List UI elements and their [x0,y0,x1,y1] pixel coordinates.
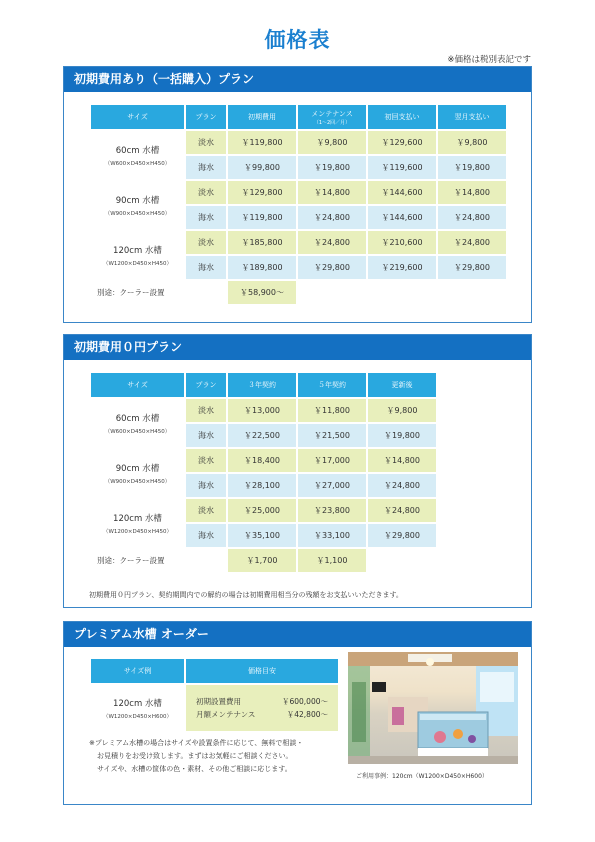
first-pay-cell: ￥210,600 [368,231,436,254]
header-monthly: 翌月支払い [438,105,506,129]
maintenance-cell: ￥24,800 [298,206,366,229]
plan-cell: 海水 [186,524,226,547]
3year-cell: ￥25,000 [228,499,296,522]
maintenance-cell: ￥29,800 [298,256,366,279]
table-row [91,499,436,522]
initial-value: ￥600,000～ [281,697,328,706]
page-title: 価格表 [264,28,331,52]
table-row [91,181,506,204]
5year-cell: ￥17,000 [298,449,366,472]
table-header-row [91,659,338,683]
plan-cell: 淡水 [186,131,226,154]
first-pay-cell: ￥129,600 [368,131,436,154]
monthly-cell: ￥9,800 [438,131,506,154]
empty-cell [368,281,436,304]
option-3year: ￥1,700 [228,549,296,572]
section-title: 初期費用あり（一括購入）プラン [64,67,531,92]
size-cell [91,399,184,447]
section-zero-initial-plan [63,334,532,608]
header-price-guide: 価格目安 [186,659,338,683]
initial-cell: ￥99,800 [228,156,296,179]
note-line: ※プレミアム水槽の場合はサイズや設置条件に応じて、無料で相談・ [89,739,304,747]
monthly-cell: ￥24,800 [438,231,506,254]
5year-cell: ￥33,100 [298,524,366,547]
option-label: 別途：クーラー設置 [91,281,226,304]
section-premium-order [63,621,532,805]
header-plan: プラン [186,373,226,397]
header-maintenance [298,105,366,129]
table-header-row [91,105,506,129]
5year-cell: ￥23,800 [298,499,366,522]
size-name: 90cm 水槽 [115,463,160,474]
size-cell [91,499,184,547]
example-aquarium-photo [348,652,518,764]
table-row [91,131,506,154]
initial-cell: ￥129,800 [228,181,296,204]
size-dim: （W900×D450×H450） [104,478,171,485]
size-name: 120cm 水槽 [113,245,162,256]
first-pay-cell: ￥144,600 [368,181,436,204]
size-dim: （W1200×D450×H450） [102,528,173,535]
note-line: サイズや、水槽の筐体の色・素材、その他ご相談に応じます。 [97,765,292,773]
header-size: サイズ [91,373,184,397]
size-name: 60cm 水槽 [115,145,160,156]
plan-cell: 海水 [186,256,226,279]
header-5year: ５年契約 [298,373,366,397]
plan-cell: 海水 [186,424,226,447]
size-dim: （W1200×D450×H450） [102,260,173,267]
option-label: 別途：クーラー設置 [91,549,226,572]
plan-cell: 淡水 [186,231,226,254]
size-cell [91,449,184,497]
plan-cell: 淡水 [186,399,226,422]
tax-note: ※価格は税別表記です [447,55,531,65]
renewal-cell: ￥9,800 [368,399,436,422]
header-first-pay: 初回支払い [368,105,436,129]
size-dim: （W900×D450×H450） [104,210,171,217]
3year-cell: ￥28,100 [228,474,296,497]
size-name: 60cm 水槽 [115,413,160,424]
empty-cell [298,281,366,304]
aquarium-room-illustration [348,652,518,764]
section-title: 初期費用０円プラン [64,335,531,360]
maintenance-cell: ￥19,800 [298,156,366,179]
3year-cell: ￥18,400 [228,449,296,472]
option-row [91,549,436,572]
size-name: 90cm 水槽 [115,195,160,206]
monthly-cost-line [186,708,338,721]
monthly-cell: ￥14,800 [438,181,506,204]
renewal-cell: ￥14,800 [368,449,436,472]
empty-cell [368,549,436,572]
plan-cell: 淡水 [186,181,226,204]
header-size: サイズ [91,105,184,129]
monthly-label: 月額メンテナンス [196,710,256,719]
monthly-cell: ￥24,800 [438,206,506,229]
initial-cell: ￥189,800 [228,256,296,279]
first-pay-cell: ￥119,600 [368,156,436,179]
premium-note [89,737,303,776]
price-table [89,103,508,306]
plan-cell: 淡水 [186,499,226,522]
header-renewal: 更新後 [368,373,436,397]
5year-cell: ￥21,500 [298,424,366,447]
section-title: プレミアム水槽 オーダー [64,622,531,647]
5year-cell: ￥11,800 [298,399,366,422]
table-row [91,685,338,731]
photo-caption: ご利用事例：120cm（W1200×D450×H600） [356,773,488,780]
size-dim: （W1200×D450×H600） [102,713,173,720]
option-value: ￥58,900～ [228,281,296,304]
maintenance-cell: ￥9,800 [298,131,366,154]
size-cell [91,181,184,229]
premium-table [89,657,340,733]
first-pay-cell: ￥144,600 [368,206,436,229]
initial-label: 初期設置費用 [196,697,241,706]
section-initial-cost-plan [63,66,532,323]
plan-cell: 淡水 [186,449,226,472]
header-maintenance-sub: （1～2回／月） [313,119,351,126]
size-dim: （W600×D450×H450） [104,428,171,435]
table-header-row [91,373,436,397]
maintenance-cell: ￥14,800 [298,181,366,204]
initial-cost-line [186,695,338,708]
option-row [91,281,506,304]
price-guide-cell [186,685,338,731]
monthly-cell: ￥29,800 [438,256,506,279]
3year-cell: ￥35,100 [228,524,296,547]
renewal-cell: ￥24,800 [368,474,436,497]
size-dim: （W600×D450×H450） [104,160,171,167]
monthly-value: ￥42,800～ [286,710,328,719]
size-cell [91,231,184,279]
size-name: 120cm 水槽 [113,513,162,524]
plan-cell: 海水 [186,156,226,179]
size-cell [91,131,184,179]
renewal-cell: ￥24,800 [368,499,436,522]
initial-cell: ￥119,800 [228,206,296,229]
plan-cell: 海水 [186,206,226,229]
price-table [89,371,438,574]
3year-cell: ￥13,000 [228,399,296,422]
renewal-cell: ￥29,800 [368,524,436,547]
monthly-cell: ￥19,800 [438,156,506,179]
size-cell [91,685,184,731]
initial-cell: ￥185,800 [228,231,296,254]
option-5year: ￥1,100 [298,549,366,572]
header-maintenance-label: メンテナンス [311,109,353,118]
header-plan: プラン [186,105,226,129]
initial-cell: ￥119,800 [228,131,296,154]
empty-cell [438,281,506,304]
renewal-cell: ￥19,800 [368,424,436,447]
cancellation-notice: 初期費用０円プラン、契約期間内での解約の場合は初期費用相当分の残額をお支払いいただきます。 [89,591,403,599]
maintenance-cell: ￥24,800 [298,231,366,254]
first-pay-cell: ￥219,600 [368,256,436,279]
5year-cell: ￥27,000 [298,474,366,497]
size-name: 120cm 水槽 [113,698,162,709]
table-row [91,399,436,422]
table-row [91,449,436,472]
header-3year: ３年契約 [228,373,296,397]
header-initial: 初期費用 [228,105,296,129]
3year-cell: ￥22,500 [228,424,296,447]
plan-cell: 海水 [186,474,226,497]
note-line: お見積りをお受け致します。まずはお気軽にご相談ください。 [97,752,293,760]
header-size-example: サイズ例 [91,659,184,683]
table-row [91,231,506,254]
